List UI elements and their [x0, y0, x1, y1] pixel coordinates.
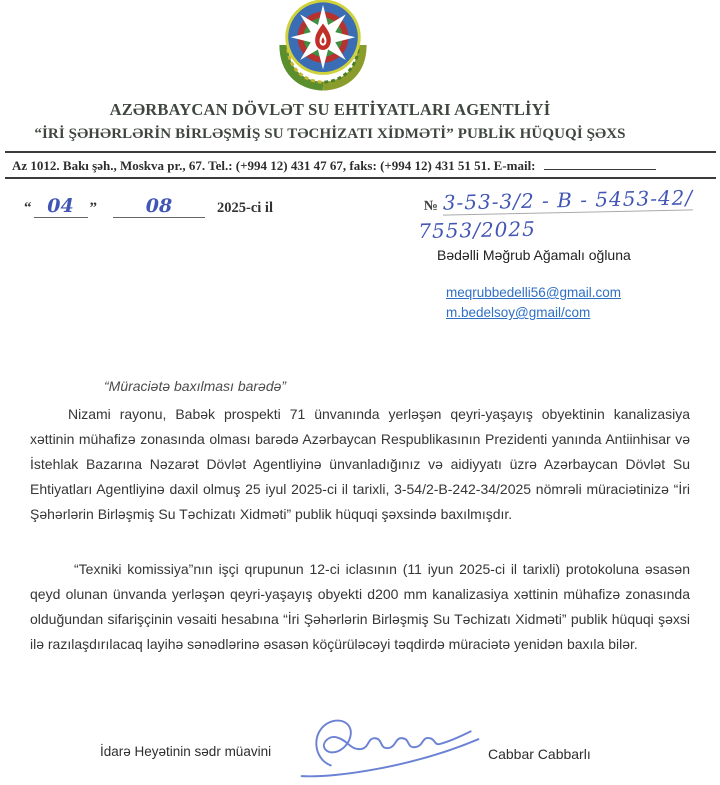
date-year-label: 2025-ci il [217, 200, 273, 216]
address-text: Az 1012. Bakı şəh., Moskva pr., 67. Tel.: (+994 12) 431 47 67, faks: (+994 12) 431 51 51. E-mail: [12, 158, 536, 173]
letterhead-divider-top [5, 151, 716, 153]
handwritten-number-line2: 7553/2025 [418, 216, 537, 244]
subject-line: “Müraciətə baxılması barədə” [104, 378, 287, 394]
number-sign: № [423, 198, 439, 215]
signer-title: İdarə Heyətinin sədr müavini [100, 744, 272, 759]
document-number [418, 185, 716, 244]
recipient-name: Bədəlli Məğrub Ağamalı oğluna [437, 247, 631, 263]
org-name-line2: “İRİ ŞƏHƏRLƏRİN BİRLƏŞMİŞ SU TƏCHİZATI XİDMƏTİ” PUBLİK HÜQUQİ ŞƏXS [34, 126, 626, 142]
signer-name: Cabbar Cabbarlı [488, 746, 591, 762]
handwritten-month: 08 [113, 195, 205, 218]
recipient-email-1[interactable]: meqrubbedelli56@gmail.com [446, 285, 622, 300]
recipient-email-2[interactable]: m.bedelsoy@gmail/com [446, 305, 591, 320]
recipient-emails [446, 283, 621, 323]
handwritten-day: 04 [34, 195, 88, 218]
date-close-quote: ” [89, 200, 97, 216]
letterhead-divider-bottom [5, 177, 716, 179]
org-name-line1: AZƏRBAYCAN DÖVLƏT SU EHTİYATLARI AGENTLİYİ [109, 100, 551, 119]
date-line [24, 195, 273, 218]
body-paragraph-1: Nizami rayonu, Babək prospekti 71 ünvanında yerləşən qeyri-yaşayış obyektinin kanalizasiya xəttinin mühafizə zonasında olması barədə Azərbaycan Respublikasının Prezidenti yanında Antiinhisar və İstehlak Bazarına Nəzarət Dövlət Agentliyinə ünvanladığınız və aidiyyatı üzrə Azərbaycan Dövlət Su Ehtiyatları Agentliyinə daxil olmuş 25 iyul 2025-ci il tarixli, 3-54/2-B-242-34/2025 nömrəli müraciətinizə “İri Şəhərlərin Birləşmiş Su Təchizatı Xidməti” publik hüquqi şəxsində baxılmışdır. [30, 406, 690, 522]
handwritten-number-line1: 3-53-3/2 - B - 5453-42/ [442, 185, 694, 215]
signature-scribble-icon [292, 712, 488, 780]
body-paragraph-2: “Texniki komissiya”nın işçi qrupunun 12-ci iclasının (11 iyun 2025-ci il tarixli) protokoluna əsasən qeyd olunan ünvanda yerləşən qeyri-yaşayış obyekti d200 mm kanalizasiya xəttinin mühafizə zonasında olduğundan sifarişçinin vəsaiti hesabına “İri Şəhərlərin Birləşmiş Su Təchizatı Xidməti” publik hüquqi şəxsi ilə razılaşdırılacaq layihə sənədlərinə əsasən köçürüləcəyi təqdirdə müraciətə yenidən baxıla bilər. [30, 561, 690, 652]
date-open-quote: “ [24, 200, 32, 216]
email-blank-line [544, 156, 656, 170]
azerbaijan-coat-of-arms-icon [274, 0, 372, 96]
letterhead-address-line [12, 156, 656, 174]
